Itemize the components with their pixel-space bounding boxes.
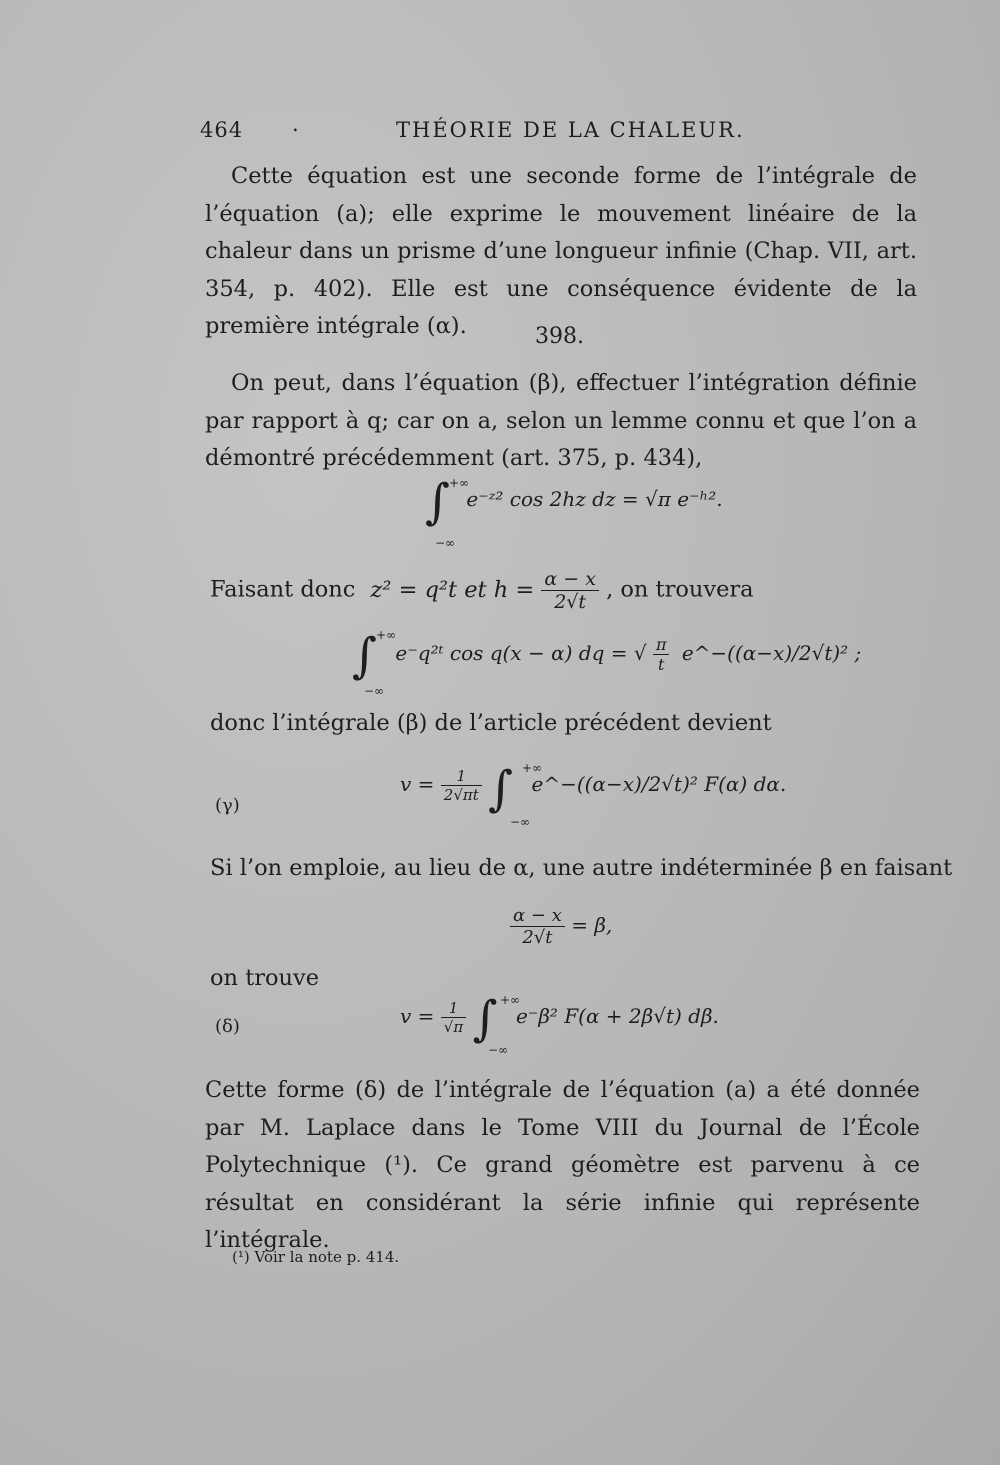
- upper-limit: +∞: [376, 628, 397, 642]
- equation-body: e⁻β² F(α + 2β√t) dβ.: [515, 1004, 719, 1028]
- equation-body: e^−((α−x)/2√t)² F(α) dα.: [531, 772, 787, 796]
- coefficient-denominator: 2√πt: [443, 786, 479, 804]
- integral-sign: ∫: [472, 991, 498, 1047]
- equation-body: e⁻ᶻ² cos 2hz dz = √π e⁻ʰ².: [466, 487, 723, 511]
- donc-line: donc l’intégrale (β) de l’article précédent devient: [210, 710, 772, 736]
- equation-gaussian: [352, 628, 862, 698]
- integral-sign: ∫: [488, 761, 514, 817]
- page-number: 464: [200, 118, 244, 142]
- fraction-denominator: 2√t: [554, 591, 587, 613]
- paragraph-2: On peut, dans l’équation (β), effectuer l’intégration définie par rapport à q; car on a, selon un lemme connu et que l’on a démontré précédemment (art. 375, p. 434),: [205, 370, 917, 471]
- radical-fraction: [653, 635, 670, 674]
- equation-delta: [400, 991, 719, 1057]
- radical-denominator: t: [657, 655, 665, 674]
- faisant-line: [210, 568, 754, 613]
- substitution-lhs: z² = q²t et h =: [370, 576, 535, 603]
- lower-limit: −∞: [364, 684, 385, 698]
- header-separator: .: [292, 112, 300, 136]
- upper-limit: +∞: [449, 476, 470, 490]
- integral-sign: ∫: [425, 474, 451, 530]
- header-title: THÉORIE DE LA CHALEUR.: [396, 118, 745, 142]
- beta-fraction: [510, 905, 565, 948]
- coefficient-denominator: √π: [443, 1018, 464, 1036]
- beta-denominator: 2√t: [522, 927, 553, 948]
- equation-gamma: [400, 761, 787, 829]
- si-line: Si l’on emploie, au lieu de α, une autre indéterminée β en faisant: [210, 855, 953, 881]
- equation-lemma: [425, 474, 723, 550]
- paragraph-3: Cette forme (δ) de l’intégrale de l’équation (a) a été donnée par M. Laplace dans le Tome VIII du Journal de l’École Polytechnique (¹). Ce grand géomètre est parvenu à ce résultat en considérant la série infinie qui représente l’intégrale.: [205, 1077, 920, 1253]
- beta-rhs: = β,: [571, 913, 613, 937]
- coefficient-fraction: [441, 999, 466, 1036]
- faisant-suffix: , on trouvera: [606, 576, 754, 603]
- equation-lhs: v =: [400, 1004, 435, 1028]
- lower-limit: −∞: [435, 536, 456, 550]
- beta-numerator: α − x: [510, 905, 565, 927]
- upper-limit: +∞: [522, 761, 543, 775]
- equation-label-gamma: (γ): [215, 795, 240, 816]
- fraction-numerator: α − x: [541, 568, 599, 591]
- coefficient-numerator: 1: [441, 999, 466, 1018]
- on-trouve-line: on trouve: [210, 965, 320, 991]
- footnote: [232, 1248, 399, 1266]
- radical-sign: √: [633, 641, 647, 665]
- upper-limit: +∞: [500, 993, 521, 1007]
- section-number: 398.: [535, 324, 584, 349]
- equation-label-delta: (δ): [215, 1016, 240, 1037]
- radical-numerator: π: [653, 635, 670, 655]
- substitution-fraction: [541, 568, 599, 613]
- equation-beta-definition: [510, 905, 612, 948]
- faisant-prefix: Faisant donc: [210, 576, 356, 603]
- equation-body: e⁻q²ᵗ cos q(x − α) dq =: [395, 641, 634, 665]
- equation-lhs: v =: [400, 772, 435, 796]
- coefficient-numerator: 1: [441, 767, 482, 786]
- lower-limit: −∞: [488, 1043, 509, 1057]
- paragraph-1: Cette équation est une seconde forme de l’intégrale de l’équation (a); elle exprime le mouvement linéaire de la chaleur dans un prisme d’une longueur infinie (Chap. VII, art. 354, p. 402). Elle est une conséquence évidente de la première intégrale (α).: [205, 163, 917, 339]
- exponential-term: e^−((α−x)/2√t)² ;: [681, 641, 862, 665]
- lower-limit: −∞: [510, 815, 531, 829]
- coefficient-fraction: [441, 767, 482, 804]
- footnote-marker: (¹): [232, 1248, 250, 1266]
- integral-sign: ∫: [352, 628, 378, 684]
- footnote-text: Voir la note p. 414.: [254, 1248, 400, 1266]
